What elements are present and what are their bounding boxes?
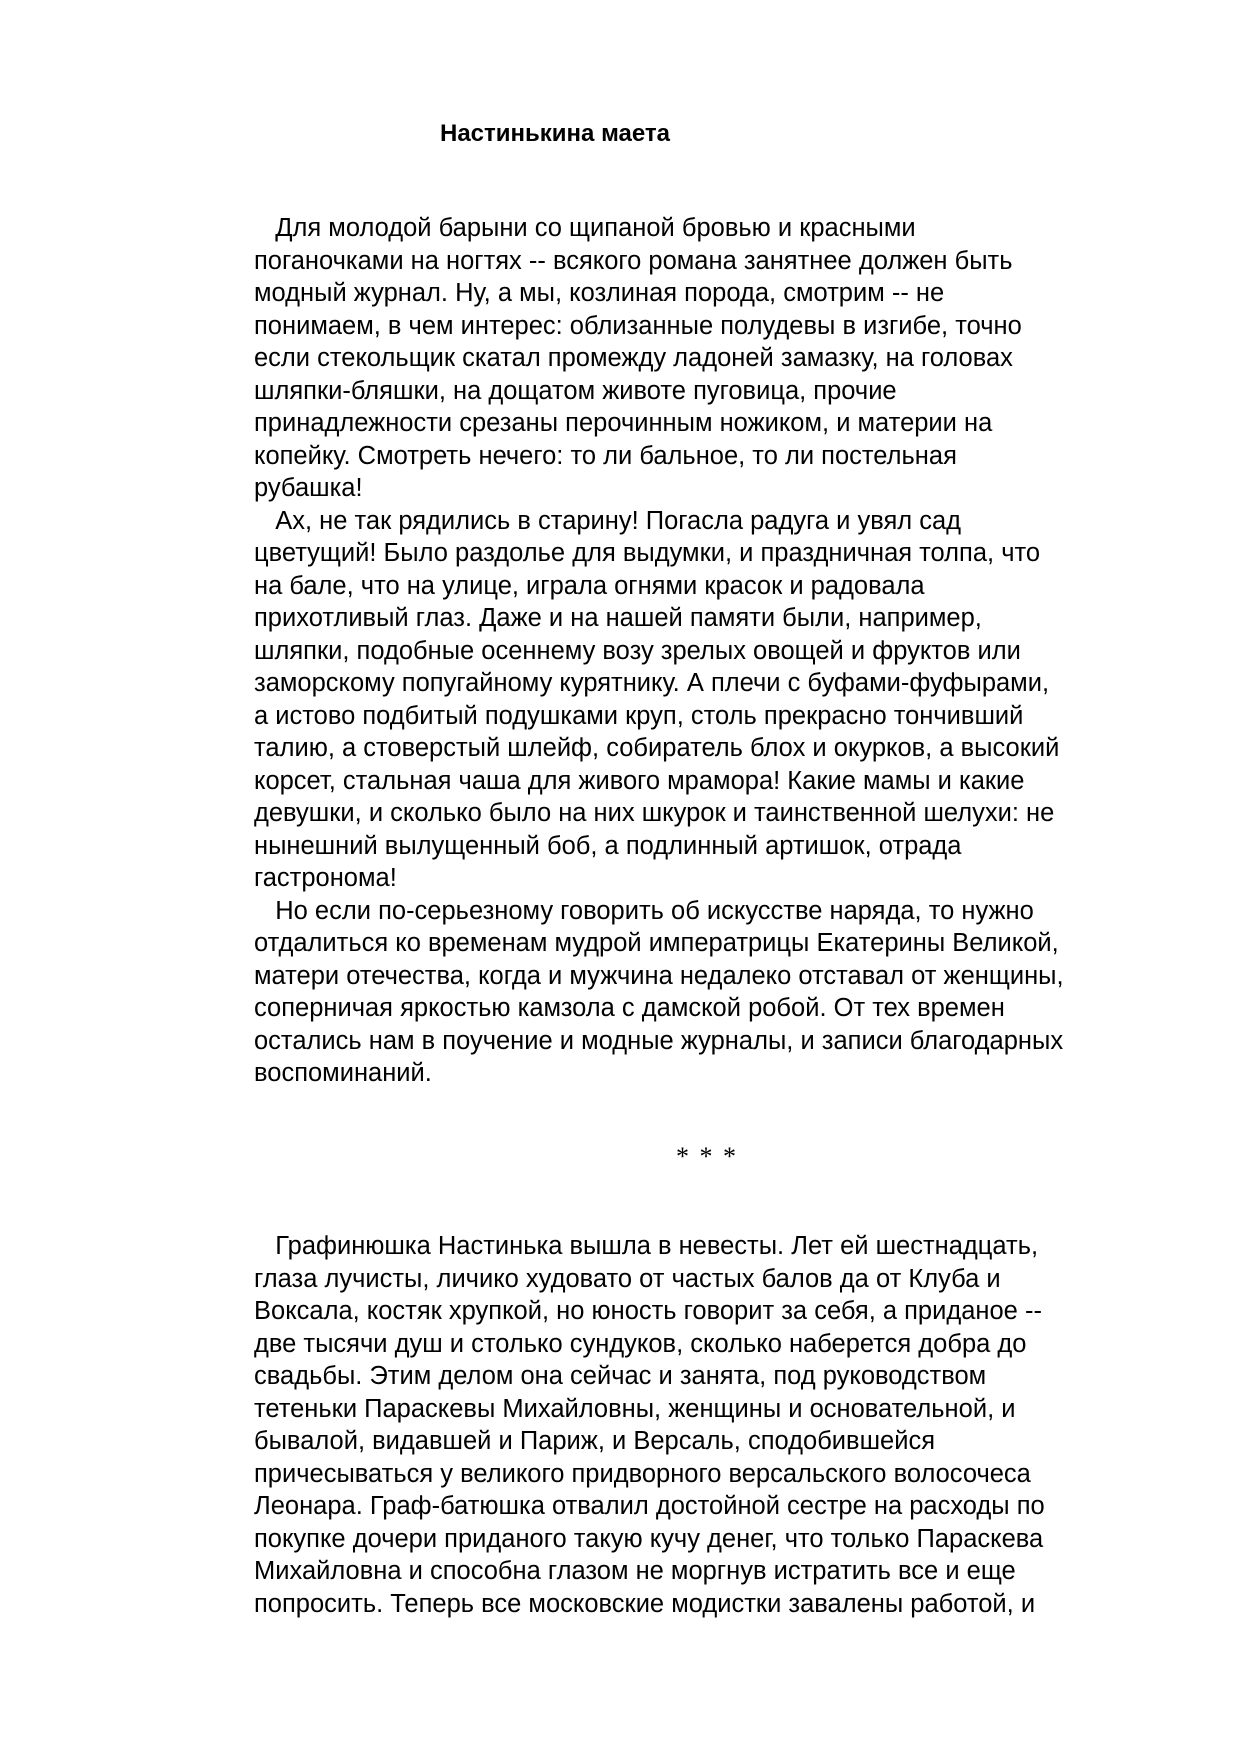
text-line: глаза лучисты, личико худовато от частых балов да от Клуба и — [254, 1264, 1001, 1293]
text-line: поганочками на ногтях -- всякого романа занятнее должен быть — [254, 246, 1013, 275]
text-line: цветущий! Было раздолье для выдумки, и праздничная толпа, что — [254, 539, 1041, 567]
document-title: Настинькина маета — [440, 120, 670, 147]
text-line: отдалиться ко временам мудрой императрицы Екатерины Великой, — [254, 929, 1059, 957]
text-line: рубашка! — [254, 474, 363, 502]
text-line: понимаем, в чем интерес: облизанные полудевы в изгибе, точно — [254, 311, 1022, 340]
text-line: копейку. Смотреть нечего: то ли бальное, то ли постельная — [254, 441, 957, 470]
text-line: Михайловна и способна глазом не моргнув истратить все и еще — [254, 1557, 1016, 1585]
text-line: корсет, стальная чаша для живого мрамора! Какие мамы и какие — [254, 766, 1025, 795]
text-line: нынешний вылущенный боб, а подлинный артишок, отрада — [254, 831, 962, 860]
text-line: причесываться у великого придворного версальского волосочеса — [254, 1459, 1031, 1488]
text-line: бывалой, видавшей и Париж, и Версаль, сподобившейся — [254, 1427, 936, 1455]
text-line: гастронома! — [254, 864, 397, 892]
text-line: модный журнал. Ну, а мы, козлиная порода, смотрим -- не — [254, 279, 945, 307]
text-line: свадьбы. Этим делом она сейчас и занята, под руководством — [254, 1362, 987, 1390]
text-line: матери отечества, когда и мужчина недалеко отставал от женщины, — [254, 961, 1064, 990]
text-line: Воксала, костяк хрупкой, но юность говорит за себя, а приданое -- — [254, 1297, 1042, 1325]
text-line: две тысячи душ и столько сундуков, сколько наберется добра до — [254, 1329, 1027, 1358]
text-line: если стекольщик скатал промежду ладоней замазку, на головах — [254, 344, 1013, 372]
text-line: шляпки, подобные осеннему возу зрелых овощей и фруктов или — [254, 636, 1021, 665]
text-line: тетеньки Параскевы Михайловны, женщины и основательной, и — [254, 1394, 1016, 1423]
text-line: остались нам в поучение и модные журналы, и записи благодарных — [254, 1026, 1064, 1055]
text-line: девушки, и сколько было на них шкурок и таинственной шелухи: не — [254, 799, 1055, 827]
text-line: шляпки-бляшки, на дощатом животе пуговица, прочие — [254, 376, 897, 405]
text-line: воспоминаний. — [254, 1059, 432, 1087]
text-line: Леонара. Граф-батюшка отвалил достойной сестре на расходы по — [254, 1492, 1045, 1520]
text-line: заморскому попугайному курятнику. А плечи с буфами-фуфырами, — [254, 669, 1050, 697]
text-line: Ах, не так рядились в старину! Погасла радуга и увял сад — [254, 506, 962, 535]
text-line: покупке дочери приданого такую кучу денег, что только Параскева — [254, 1524, 1044, 1553]
text-line: прихотливый глаз. Даже и на нашей памяти были, например, — [254, 604, 982, 632]
text-line: талию, а стоверстый шлейф, собиратель блох и окурков, а высокий — [254, 734, 1060, 762]
text-line: а истово подбитый подушками круп, столь прекрасно тончивший — [254, 701, 1024, 730]
text-line: Но если по-серьезному говорить об искусстве наряда, то нужно — [254, 896, 1034, 925]
text-line: соперничая яркостью камзола с дамской робой. От тех времен — [254, 994, 1005, 1022]
text-line: Для молодой барыни со щипаной бровью и красными — [254, 214, 916, 242]
section-separator: * * * — [676, 1142, 738, 1171]
text-section-2 — [254, 1230, 1154, 1620]
text-line: попросить. Теперь все московские модистки завалены работой, и — [254, 1589, 1036, 1618]
text-line: на бале, что на улице, играла огнями красок и радовала — [254, 571, 925, 600]
text-line: принадлежности срезаны перочинным ножиком, и материи на — [254, 409, 993, 437]
text-line: Графинюшка Настинька вышла в невесты. Лет ей шестнадцать, — [254, 1232, 1039, 1260]
text-section-1 — [254, 212, 1154, 1090]
